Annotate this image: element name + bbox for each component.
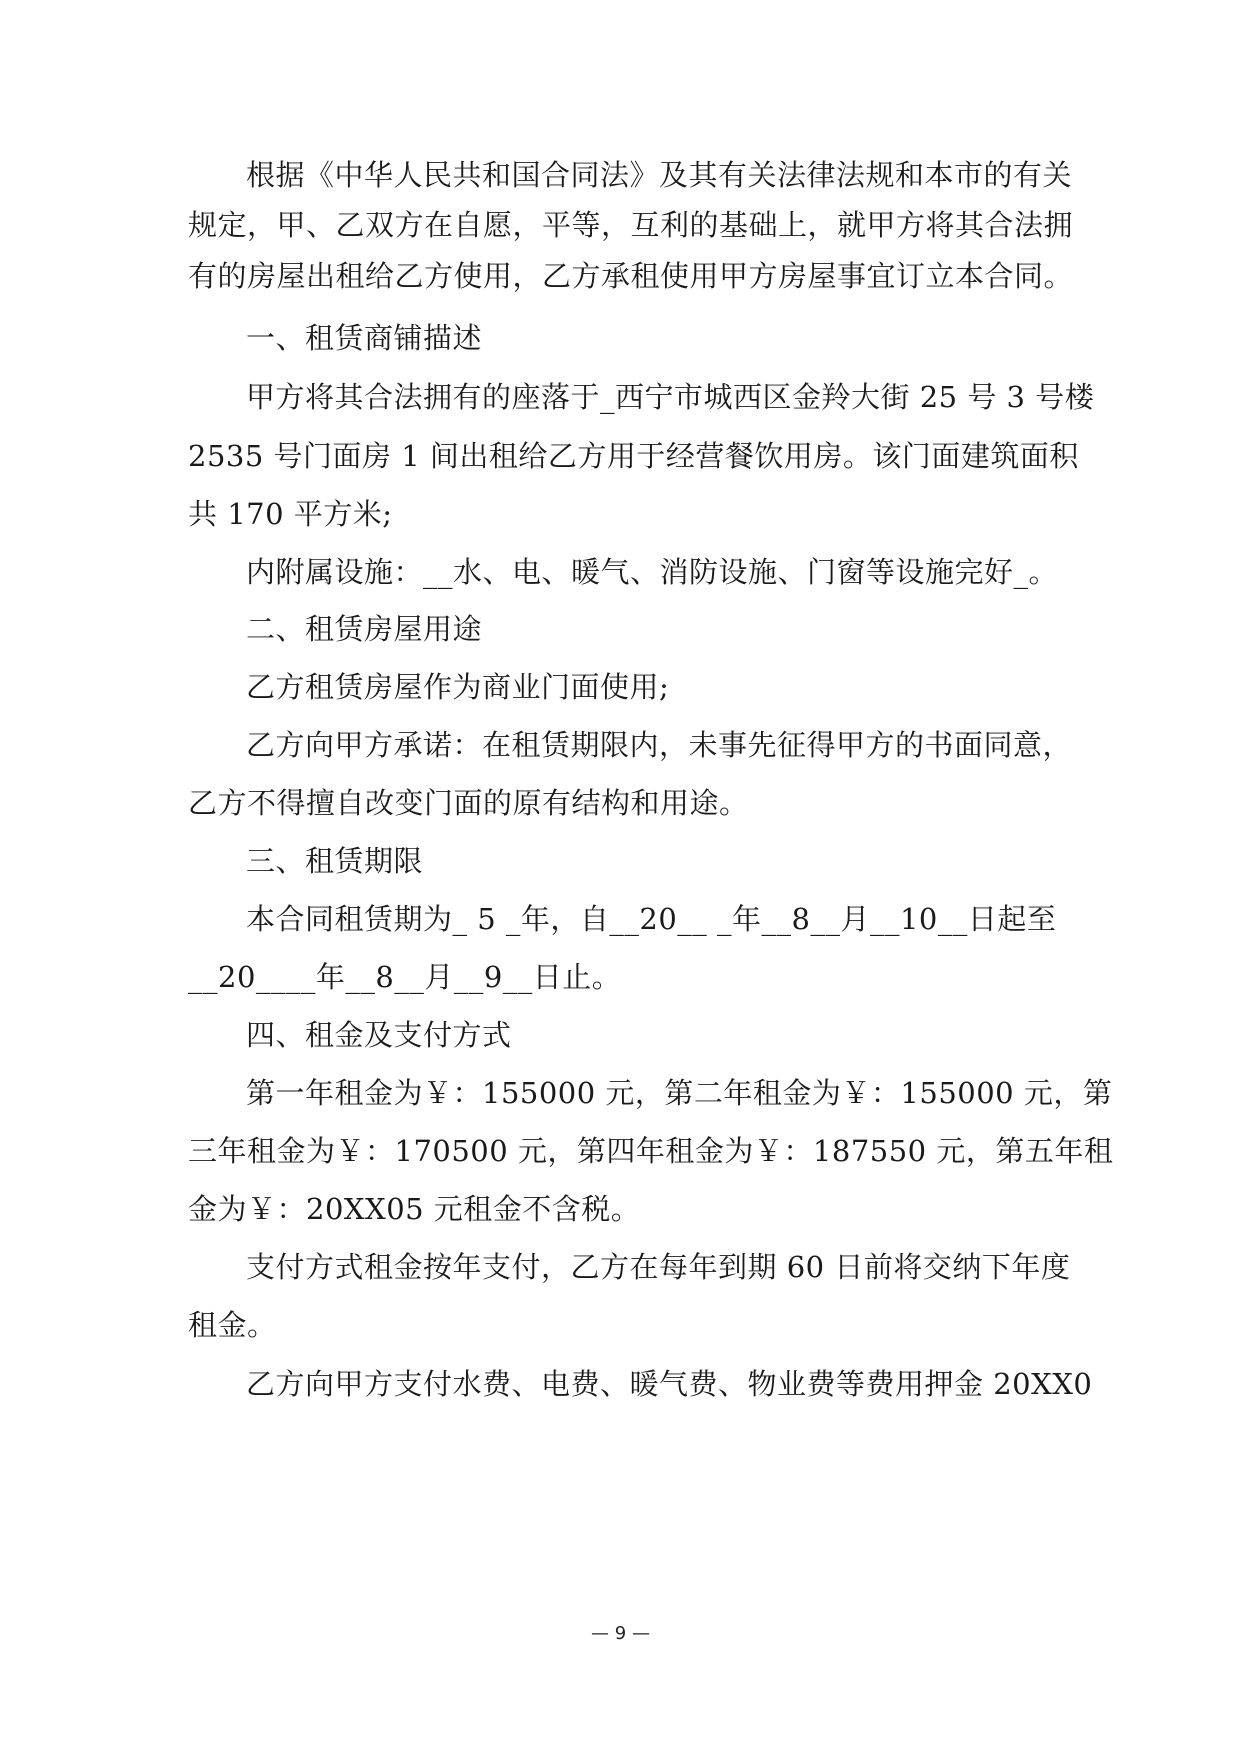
paragraph-intro-line-1: 根据《中华人民共和国合同法》及其有关法律法规和本市的有关 (246, 158, 1073, 192)
paragraph-promise-line-2: 乙方不得擅自改变门面的原有结构和用途。 (188, 786, 749, 820)
paragraph-facilities: 内附属设施：__水、电、暖气、消防设施、门窗等设施完好_。 (246, 555, 1059, 589)
paragraph-rent-line-3: 金为￥：20XX05 元租金不含税。 (188, 1192, 641, 1226)
paragraph-rent-line-2: 三年租金为￥：170500 元，第四年租金为￥：187550 元，第五年租 (188, 1134, 1114, 1168)
section-heading-4: 四、租金及支付方式 (246, 1018, 512, 1052)
paragraph-intro-line-3: 有的房屋出租给乙方使用，乙方承租使用甲方房屋事宜订立本合同。 (188, 259, 1074, 293)
paragraph-payment-line-1: 支付方式租金按年支付，乙方在每年到期 60 日前将交纳下年度 (246, 1250, 1071, 1284)
section-heading-2: 二、租赁房屋用途 (246, 612, 483, 646)
section-heading-1: 一、租赁商铺描述 (246, 321, 483, 355)
paragraph-rent-line-1: 第一年租金为￥：155000 元，第二年租金为￥：155000 元，第 (246, 1076, 1113, 1110)
paragraph-promise-line-1: 乙方向甲方承诺：在租赁期限内，未事先征得甲方的书面同意， (246, 728, 1073, 762)
paragraph-location-line-1: 甲方将其合法拥有的座落于_西宁市城西区金羚大街 25 号 3 号楼 (246, 380, 1095, 414)
paragraph-payment-line-2: 租金。 (188, 1308, 277, 1342)
paragraph-deposit-line-1: 乙方向甲方支付水费、电费、暖气费、物业费等费用押金 20XX0 (246, 1367, 1093, 1401)
paragraph-usage: 乙方租赁房屋作为商业门面使用; (246, 670, 670, 704)
page-number: — 9 — (591, 1623, 650, 1644)
paragraph-location-line-3: 共 170 平方米; (188, 497, 393, 531)
paragraph-intro-line-2: 规定，甲、乙双方在自愿，平等，互利的基础上，就甲方将其合法拥 (188, 208, 1074, 242)
section-heading-3: 三、租赁期限 (246, 844, 424, 878)
paragraph-location-line-2: 2535 号门面房 1 间出租给乙方用于经营餐饮用房。该门面建筑面积 (188, 439, 1079, 473)
paragraph-term-line-1: 本合同租赁期为_ 5 _年，自__20__ _年__8__月__10__日起至 (246, 902, 1057, 936)
paragraph-term-line-2: __20____年__8__月__9__日止。 (188, 960, 622, 994)
